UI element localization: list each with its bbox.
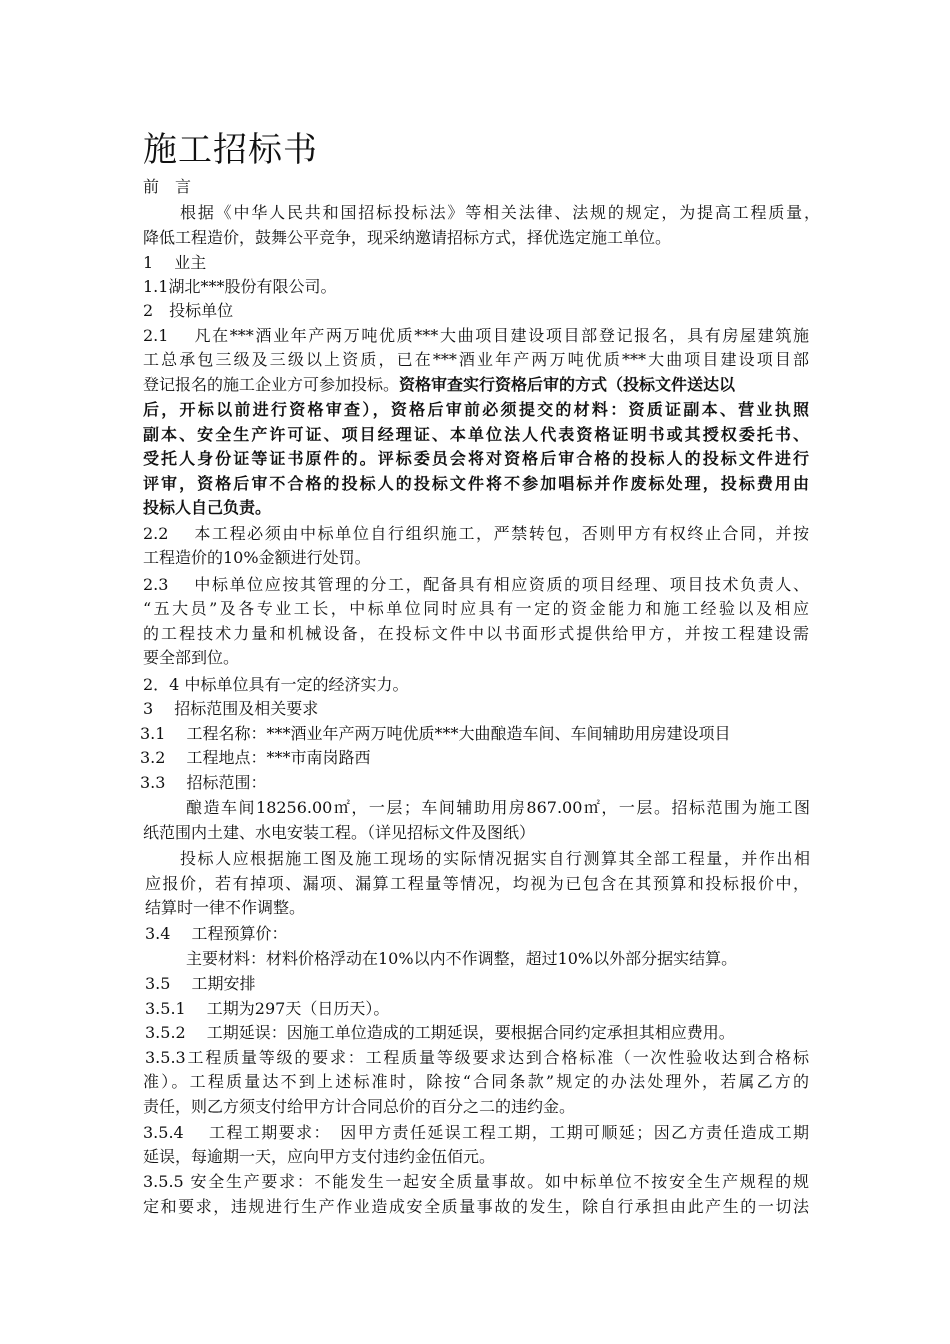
bold-paragraph-line: 后，开标以前进行资格审查），资格后审前必须提交的材料：资质证副本、营业执照 (143, 400, 809, 419)
paragraph-line: 投标人应根据施工图及施工现场的实际情况据实自行测算其全部工程量，并作出相 (180, 849, 810, 868)
paragraph-line: 延误，每逾期一天，应向甲方支付违约金伍佰元。 (143, 1147, 496, 1166)
paragraph-line: 3.3 招标范围： (140, 773, 267, 792)
bold-paragraph-line: 投标人自己负责。 (143, 498, 272, 517)
paragraph-line: 要全部到位。 (143, 648, 240, 667)
paragraph-line: 准）。工程质量达不到上述标准时，除按“合同条款”规定的办法处理外，若属乙方的 (143, 1072, 809, 1091)
paragraph-line: 3.5.3工程质量等级的要求：工程质量等级要求达到合格标准（一次性验收达到合格标 (145, 1048, 809, 1067)
paragraph-line: 2.1 凡在***酒业年产两万吨优质***大曲项目建设项目部登记报名，具有房屋建筑施 (143, 326, 809, 345)
section-heading: 2 投标单位 (143, 301, 234, 320)
paragraph-line: 3.1 工程名称：***酒业年产两万吨优质***大曲酿造车间、车间辅助用房建设项目 (140, 724, 731, 743)
paragraph-line: 降低工程造价，鼓舞公平竞争，现采纳邀请招标方式，择优选定施工单位。 (143, 228, 672, 247)
paragraph-line: 3.2 工程地点：***市南岗路西 (140, 748, 371, 767)
paragraph-line: 酿造车间18256.00㎡，一层；车间辅助用房867.00㎡，一层。招标范围为施工图 (186, 798, 810, 817)
section-heading: 1 业主 (143, 253, 207, 272)
bold-paragraph-line: 副本、安全生产许可证、项目经理证、本单位法人代表资格证明书或其授权委托书、 (143, 425, 809, 444)
section-heading: 3.5 工期安排 (145, 974, 256, 993)
paragraph-line: 3.5.5 安全生产要求：不能发生一起安全质量事故。如中标单位不按安全生产规程的规 (143, 1172, 809, 1191)
paragraph-line: 的工程技术力量和机械设备，在投标文件中以书面形式提供给甲方，并按工程建设需 (143, 624, 809, 643)
paragraph-line: 3.5.4 工程工期要求： 因甲方责任延误工程工期，工期可顺延；因乙方责任造成工期 (143, 1123, 809, 1142)
paragraph-line: 3.5.1 工期为297天（日历天）。 (145, 999, 390, 1018)
paragraph-line: 主要材料：材料价格浮动在10%以内不作调整，超过10%以外部分据实结算。 (186, 949, 738, 968)
document-title: 施工招标书 (143, 130, 318, 170)
paragraph-line-mixed (143, 374, 735, 396)
paragraph-line: 2.3 中标单位应按其管理的分工，配备具有相应资质的项目经理、项目技术负责人、 (143, 575, 809, 594)
paragraph-line: 纸范围内土建、水电安装工程。（详见招标文件及图纸） (143, 823, 536, 842)
paragraph-line: 3.4 工程预算价： (145, 924, 288, 943)
bold-paragraph-line: 受托人身份证等证书原件的。评标委员会将对资格后审合格的投标人的投标文件进行 (143, 449, 809, 468)
paragraph-line: 工程造价的10%金额进行处罚。 (143, 548, 371, 567)
paragraph-line: 2．4 中标单位具有一定的经济实力。 (143, 675, 409, 694)
bold-text: 资格审查实行资格后审的方式（投标文件送达以 (399, 375, 736, 394)
paragraph-line: 责任，则乙方须支付给甲方计合同总价的百分之二的违约金。 (143, 1097, 576, 1116)
bold-paragraph-line: 评审，资格后审不合格的投标人的投标文件将不参加唱标并作废标处理，投标费用由 (143, 474, 809, 493)
section-heading: 3 招标范围及相关要求 (143, 699, 319, 718)
paragraph-line: “五大员”及各专业工长，中标单位同时应具有一定的资金能力和施工经验以及相应 (143, 599, 809, 618)
section-heading-preface: 前 言 (143, 177, 192, 196)
paragraph-line: 根据《中华人民共和国招标投标法》等相关法律、法规的规定，为提高工程质量， (180, 203, 820, 222)
paragraph-line: 结算时一律不作调整。 (145, 898, 306, 917)
paragraph-line: 3.5.2 工期延误：因施工单位造成的工期延误，要根据合同约定承担其相应费用。 (145, 1023, 735, 1042)
paragraph-line: 2.2 本工程必须由中标单位自行组织施工，严禁转包，否则甲方有权终止合同，并按 (143, 524, 809, 543)
paragraph-line: 1.1湖北***股份有限公司。 (143, 277, 337, 296)
paragraph-line: 应报价，若有掉项、漏项、漏算工程量等情况，均视为已包含在其预算和投标报价中， (145, 874, 809, 893)
plain-text: 登记报名的施工企业方可参加投标。 (143, 375, 400, 394)
paragraph-line: 工总承包三级及三级以上资质，已在***酒业年产两万吨优质***大曲项目建设项目部 (143, 350, 809, 369)
paragraph-line: 定和要求，违规进行生产作业造成安全质量事故的发生，除自行承担由此产生的一切法 (143, 1197, 809, 1216)
